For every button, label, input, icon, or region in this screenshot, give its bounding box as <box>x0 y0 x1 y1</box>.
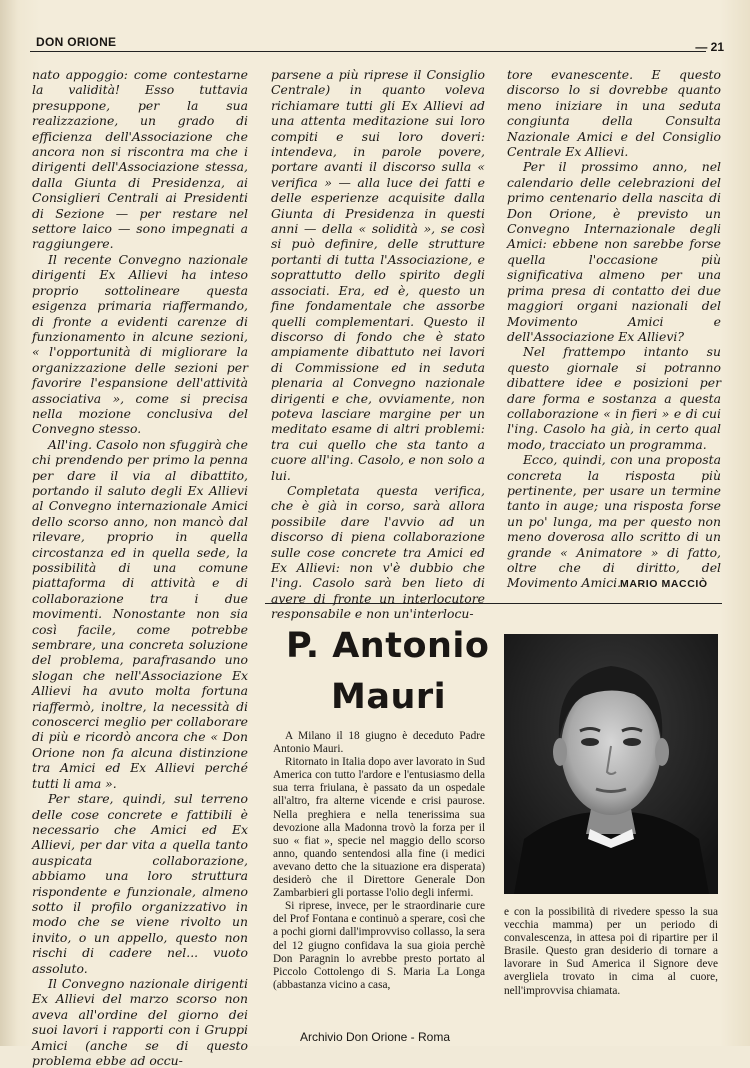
article-column-2 <box>271 67 485 622</box>
article-column-3 <box>507 67 721 591</box>
paragraph: Il recente Convegno nazionale dirigenti Ex Allievi ha inteso proprio sottolineare questa esigenza primaria riaffermando, di fronte a evidenti carenze di funzionamento in alcune sezioni, « l'opportunità di migliorare la organizzazione delle sezioni per favorire l'espansione dell'attività associativa », come si precisa nella mozione conclusiva del Convegno stesso. <box>32 251 248 437</box>
obituary-text-column-2 <box>504 906 718 998</box>
portrait-photo <box>504 634 718 894</box>
section-rule <box>265 603 722 604</box>
paragraph: All'ing. Casolo non sfuggirà che chi prendendo per primo la penna per dare il via al dibattito, portando il saluto degli Ex Allievi al Convegno internazionale Amici dello scorso anno, non mancò dal rilevare, proprio in quella circostanza ed in quella sede, la possibilità di una comune piattaforma di attività e di collaborazione tra i due movimenti. Nonostante non sia così facile, come potrebbe sembrare, una concreta soluzione del problema, parafrasando uno slogan che nell'Associazione Ex Allievi ha avuto molta fortuna riaffermò, inoltre, la necessità di conoscerci meglio per collaborare di più e ricordò ancora che « Don Orione non fa alcuna distinzione tra Amici ed Ex Allievi perché tutti li ama ». <box>32 436 248 791</box>
header-rule <box>30 51 706 52</box>
paragraph: parsene a più riprese il Consiglio Centrale) in quanto voleva richiamare tutti gli Ex Allievi ad una attenta meditazione sui loro compiti e sui loro doveri: intendeva, in parole povere, portare avanti il discorso sulla « verifica » — alla luce dei fatti e delle esperienze acquisite dalla Giunta di Presidenza in questi anni — della « solidità », se così si può definire, delle strutture portanti di tutta l'Associazione, e soprattutto dello spirito degli associati. Era, ed è, questo un fine fondamentale che assorbe quelli complementari. Questo il discorso di fondo che è stato ampiamente dibattuto nei lavori di Commissione ed in seduta plenaria al Convegno nazionale dirigenti e che, ovviamente, non poteva lasciare margine per un meditato esame di altri problemi: tra cui quello che sta tanto a cuore all'ing. Casolo, e non solo a lui. <box>271 67 485 483</box>
paragraph: nato appoggio: come contestarne la validità! Esso tuttavia presuppone, per la sua realizzazione, un grado di efficienza dell'Associazione che ancora non si riscontra ma che i dirigenti dell'Associazione stessa, dalla Giunta di Presidenza, ai Consiglieri Centrali ai Presidenti di Sezione — per restare nel settore laico — sono impegnati a raggiungere. <box>32 67 248 252</box>
paragraph: Si riprese, invece, per le straordinarie cure del Prof Fontana e continuò a sperare, così che a pochi giorni dall'improvviso collasso, la sera del 12 giugno confidava la sua gioia perchè Don Paragnin lo avrebbe presto portato al Piccolo Cottolengo di S. Maria La Longa (abbastanza vicino a casa, <box>273 900 485 991</box>
priest-portrait-illustration <box>504 634 718 894</box>
paragraph: A Milano il 18 giugno è deceduto Padre Antonio Mauri. <box>273 730 485 756</box>
paragraph: Per stare, quindi, sul terreno delle cose concrete e fattibili è necessario che Amici ed Ex Allievi, per dar vita a quella tanto auspicata collaborazione, abbiamo una loro struttura rispondente e funzionale, almeno sotto il profilo organizzativo in modo che se viene rivolto un invito, o un appello, questo non rischi di cadere nel... vuoto assoluto. <box>32 791 248 976</box>
page-number: — 21 <box>695 40 724 54</box>
paragraph: Completata questa verifica, che è già in corso, sarà allora possibile dare l'avvio ad un discorso di piena collaborazione sulle cose concrete tra Amici ed Ex Allievi: non v'è dubbio che l'ing. Casolo sarà ben lieto di avere di fronte un interlocutore responsabile e non un'interlocu- <box>271 482 485 622</box>
article-column-1 <box>32 67 248 1068</box>
obituary-title-line-1: P. Antonio <box>286 626 490 666</box>
header-title: DON ORIONE <box>36 35 117 49</box>
paragraph: Ritornato in Italia dopo aver lavorato in Sud America con tutto l'ardore e l'entusiasmo della sua terra friulana, è passato da un ospedale all'altro, fra alterne vicende e crisi paurose. Nella preghiera e nella tenerissima sua devozione alla Madonna trovò la forza per il suo « fiat », specie nel maggio dello scorso anno, quando sentendosi alla fine (i medici avevano detto che la situazione era disperata) desiderò che il Direttore Generale Don Zambarbieri gli portasse l'olio degli infermi. <box>273 756 485 900</box>
obituary-title-line-2: Mauri <box>331 677 447 717</box>
paragraph: Ecco, quindi, con una proposta concreta la risposta più pertinente, per usare un termine tanto in auge; una risposta forse un po' lunga, ma per questo non meno doverosa allo scritto di un grande « Animatore » di fatto, oltre che di diritto, del Movimento Amici. <box>507 452 721 591</box>
obituary-text-column-1 <box>273 730 485 992</box>
paragraph: Nel frattempo intanto su questo giornale si potranno dibattere idee e posizioni per dare forma e sostanza a questa collaborazione « in fieri » e di cui l'ing. Casolo ha già, in certo qual modo, tracciato un programma. <box>507 344 721 452</box>
paragraph: Il Convegno nazionale dirigenti Ex Allievi del marzo scorso non aveva all'ordine del giorno dei suoi lavori i rapporti con i Gruppi Amici (anche se di questo problema ebbe ad occu- <box>32 975 248 1068</box>
paragraph: e con la possibilità di rivedere spesso la sua vecchia mamma) per un periodo di convalescenza, in attesa poi di ripartire per il Brasile. Questo gran desiderio di tornare a lavorare in Sud America il Signore deve avergliela trovato in cima al cuore, nell'improvvisa chiamata. <box>504 906 718 997</box>
paragraph: tore evanescente. E questo discorso lo si dovrebbe quanto meno iniziare in una seduta congiunta della Consulta Nazionale Amici e del Consiglio Centrale Ex Allievi. <box>507 67 721 160</box>
author-signature: MARIO MACCIÒ <box>620 578 708 590</box>
paragraph: Per il prossimo anno, nel calendario delle celebrazioni del primo centenario della nascita di Don Orione, è previsto un Convegno Internazionale degli Amici: ebbene non sarebbe forse quella l'occasione più significativa almeno per una prima presa di contatto dei due maggiori organi nazionali del Movimento Amici e dell'Associazione Ex Allievi? <box>507 159 721 344</box>
archive-footer: Archivio Don Orione - Roma <box>299 1030 451 1044</box>
